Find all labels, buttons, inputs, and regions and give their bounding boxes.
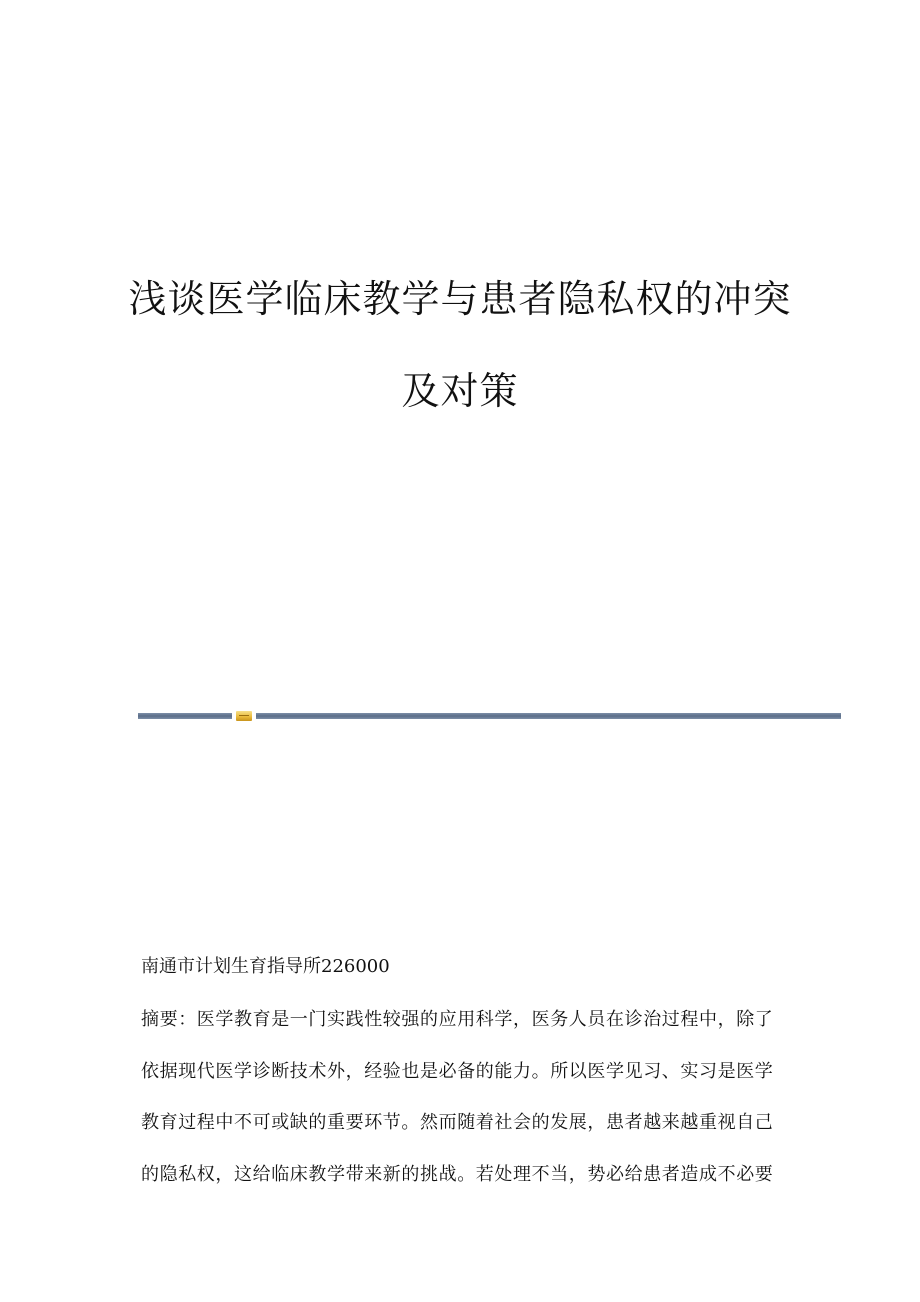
divider-ornament-icon [236, 711, 252, 721]
document-title-line-1: 浅谈医学临床教学与患者隐私权的冲突 [128, 277, 792, 321]
abstract-line: 依据现代医学诊断技术外，经验也是必备的能力。所以医学见习、实习是医学 [141, 1060, 774, 1082]
title-divider [138, 711, 841, 721]
document-title-line-2: 及对策 [401, 369, 519, 413]
abstract-line: 摘要：医学教育是一门实践性较强的应用科学，医务人员在诊治过程中，除了 [141, 1009, 774, 1030]
abstract-line: 教育过程中不可或缺的重要环节。然而随着社会的发展，患者越来越重视自己 [141, 1112, 774, 1133]
author-affiliation: 南通市计划生育指导所226000 [141, 956, 390, 977]
abstract [141, 1008, 781, 1214]
divider-bar-right [256, 713, 841, 719]
abstract-line: 的隐私权，这给临床教学带来新的挑战。若处理不当，势必给患者造成不必要 [141, 1163, 774, 1185]
divider-bar-left [138, 713, 232, 719]
